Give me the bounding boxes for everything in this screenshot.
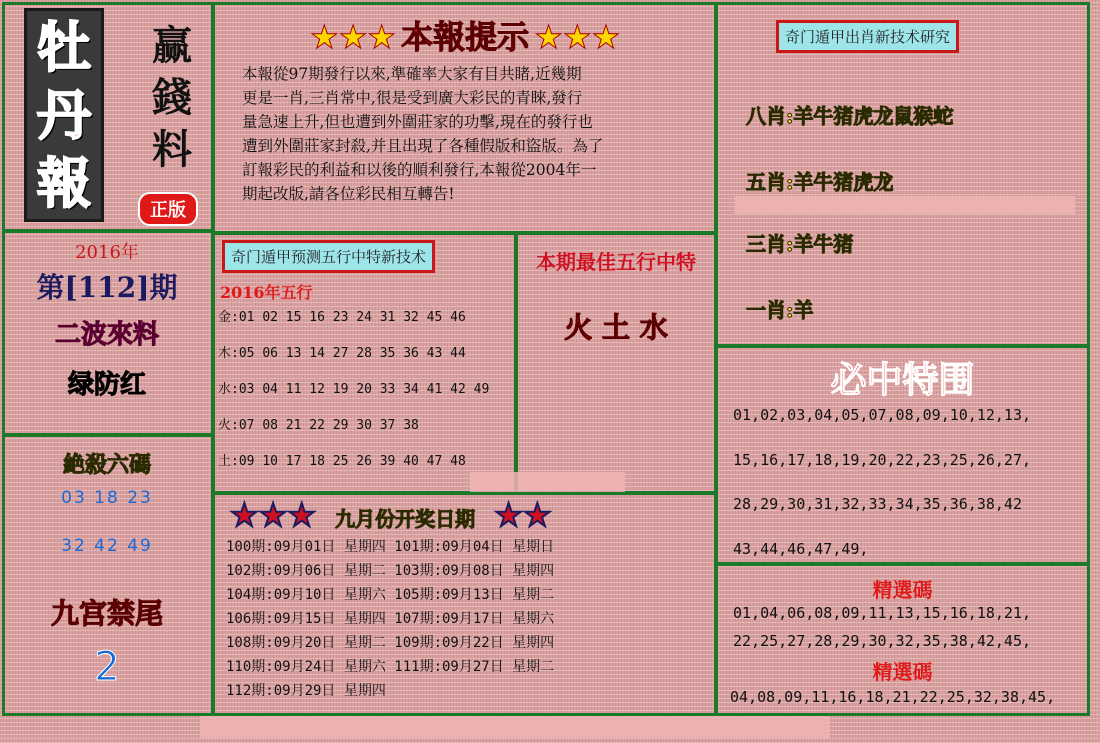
decor-strip [735,196,1075,214]
logo-char: 報 [37,151,91,215]
side-slogan [142,20,202,176]
notice-line: 期起改版,請各位彩民相互轉告! [242,185,455,203]
must-hit-line: 43,44,46,47,49, [733,540,869,558]
draw-date-row: 110期:09月24日 星期六 111期:09月27日 星期二 [226,659,555,675]
draw-date-row: 112期:09月29日 星期四 [226,683,386,699]
draw-dates-header [230,496,552,534]
issue-number: 第[112]期 [36,271,178,304]
selected-line: 01,04,06,08,09,11,13,15,16,18,21, [733,604,1032,622]
draw-dates-title: 九月份开奖日期 [335,507,476,531]
must-hit-line: 15,16,17,18,19,20,22,23,25,26,27, [733,451,1032,469]
wuxing-row [218,342,489,378]
notice-line: 本報從97期發行以來,準確率大家有目共睹,近幾期 [242,65,582,83]
notice-header [310,12,620,58]
must-hit-line: 01,02,03,04,05,07,08,09,10,12,13, [733,406,1032,424]
notice-line: 更是一肖,三肖常中,很是受到廣大彩民的青睞,發行 [242,89,583,107]
kill-numbers: 32 42 49 [61,536,153,556]
decor-strip [200,716,830,738]
wuxing-row [218,306,489,342]
wuxing-year-title: 2016年五行 [220,283,313,302]
element-label: 土 [218,454,232,469]
notice-body [242,62,603,206]
star-icon: ★★ [494,496,552,534]
wave-hint: 二波來料 [54,320,159,350]
element-label: 金 [218,310,232,325]
notice-line: 遭到外圍莊家封殺,并且出現了各種假版和盜版。為了 [242,137,604,155]
side-char: 錢 [152,74,192,121]
zodiac-row: 一肖:羊 [746,298,814,322]
kill-title: 絶殺六碼 [62,452,151,478]
palace-title: 九宫禁尾 [50,597,163,630]
zodiac-tag: 奇门遁甲出肖新技术研究 [776,20,959,53]
genuine-badge: 正版 [138,192,198,226]
element-numbers: :03 04 11 12 19 20 33 34 41 42 49 [231,382,490,397]
selected-line: 04,08,09,11,16,18,21,22,25,32,38,45, [730,688,1056,706]
element-label: 火 [218,418,232,433]
zodiac-row: 八肖:羊牛猪虎龙鼠猴蛇 [746,104,954,128]
must-hit-title: 必中特围 [830,359,975,401]
wuxing-row [218,450,489,486]
element-numbers: :05 06 13 14 27 28 35 36 43 44 [231,346,466,361]
selected-title: 精選碼 [872,578,933,602]
draw-date-row: 102期:09月06日 星期二 103期:09月08日 星期四 [226,563,555,579]
star-icon: ★★★ [534,18,621,56]
element-label: 水 [218,382,232,397]
kill-numbers: 03 18 23 [61,488,153,508]
star-icon: ★★★ [310,18,397,56]
side-char: 料 [152,126,192,173]
wuxing-row [218,378,489,414]
issue-year: 2016年 [75,242,139,263]
logo [24,8,104,222]
palace-value: 2 [94,644,120,690]
notice-line: 訂報彩民的利益和以後的順利發行,本報從2004年一 [242,161,597,179]
draw-dates-table [226,536,554,704]
zodiac-row: 五肖:羊牛猪虎龙 [746,170,894,194]
decor-strip [470,472,625,492]
notice-title: 本報提示 [401,18,530,56]
draw-date-row: 100期:09月01日 星期四 101期:09月04日 星期日 [226,539,555,555]
notice-line: 量急速上升,但也遭到外圍莊家的功擊,現在的發行也 [242,113,593,131]
element-label: 木 [218,346,232,361]
star-icon: ★★★ [230,496,317,534]
must-hit-line: 28,29,30,31,32,33,34,35,36,38,42 [733,495,1022,513]
draw-date-row: 106期:09月15日 星期四 107期:09月17日 星期六 [226,611,555,627]
color-hint: 绿防红 [67,370,146,400]
element-numbers: :01 02 15 16 23 24 31 32 45 46 [231,310,466,325]
selected-line: 22,25,27,28,29,30,32,35,38,42,45, [733,632,1032,650]
logo-char: 丹 [37,83,91,147]
logo-char: 牡 [37,15,91,79]
side-char: 赢 [152,22,192,69]
wuxing-row [218,414,489,450]
element-numbers: :09 10 17 18 25 26 39 40 47 48 [231,454,466,469]
draw-date-row: 104期:09月10日 星期六 105期:09月13日 星期二 [226,587,555,603]
selected-title: 精選碼 [872,660,933,684]
wuxing-table [218,306,489,486]
wuxing-tag: 奇门遁甲预测五行中特新技术 [222,240,435,273]
zodiac-row: 三肖:羊牛猪 [746,232,854,256]
draw-date-row: 108期:09月20日 星期二 109期:09月22日 星期四 [226,635,555,651]
best-wuxing-title: 本期最佳五行中特 [536,250,696,274]
element-numbers: :07 08 21 22 29 30 37 38 [231,418,419,433]
best-wuxing-value: 火 土 水 [564,311,668,344]
